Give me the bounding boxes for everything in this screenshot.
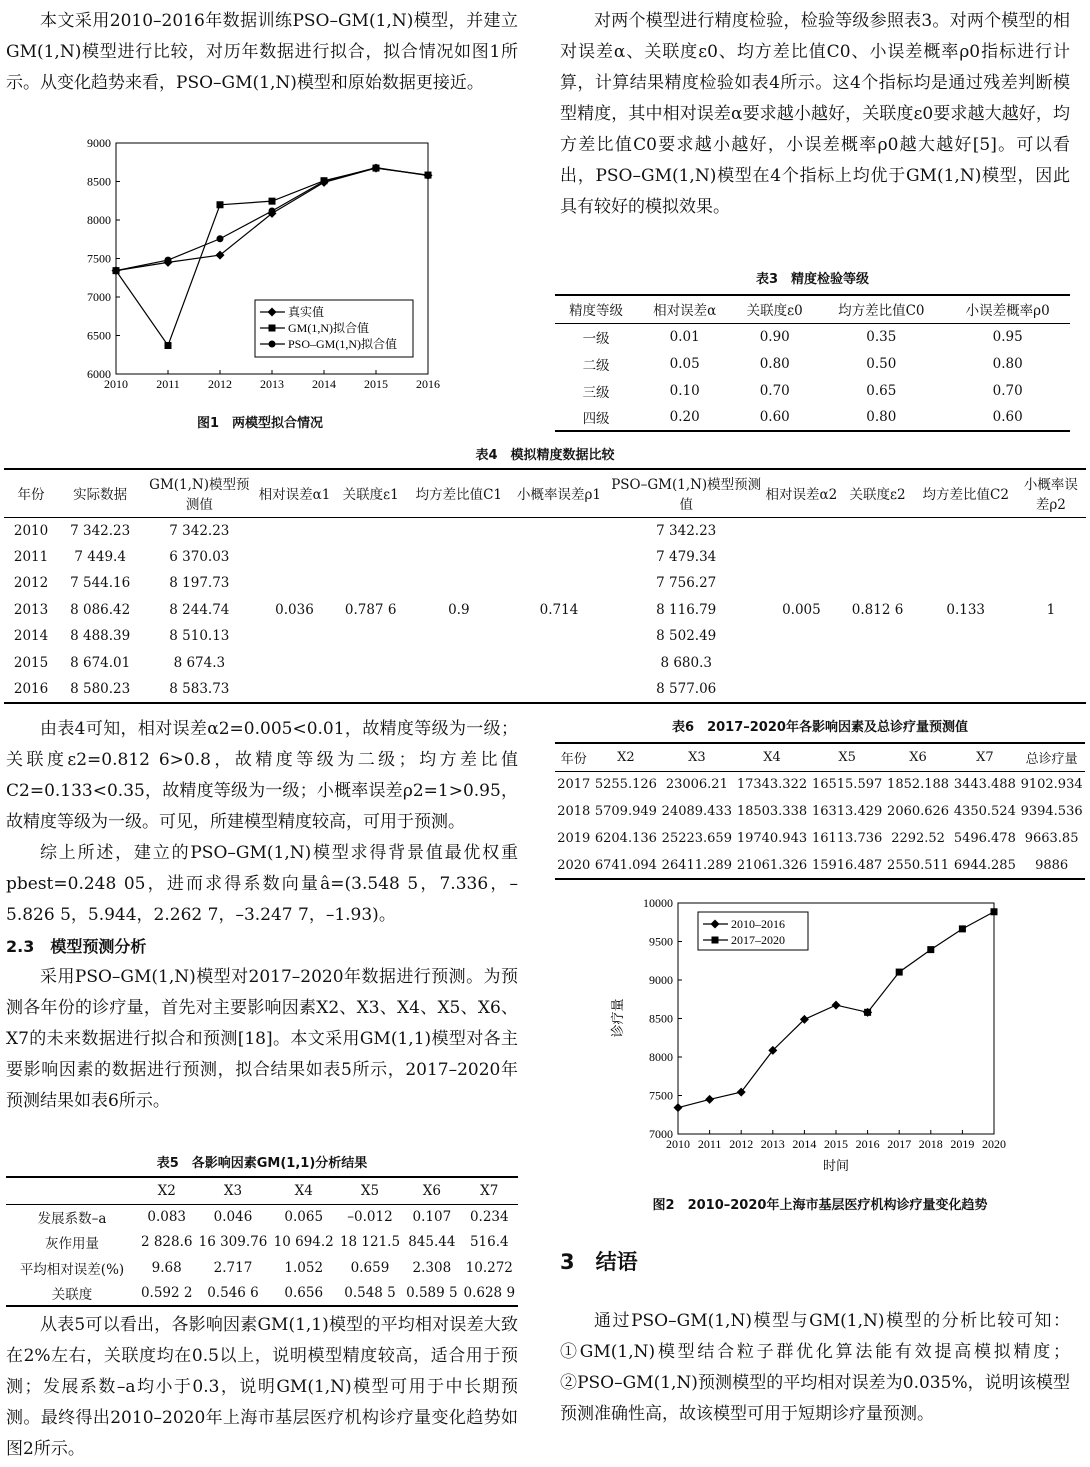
table-header: 均方差比值C1 — [415, 487, 503, 504]
table-cell: 10 694.2 — [273, 1234, 334, 1251]
table-cell: 二级 — [582, 357, 610, 374]
table-cell: 9394.536 — [1020, 804, 1083, 819]
x-tick-label: 2010 — [104, 377, 128, 391]
table-row — [6, 1281, 518, 1307]
figure1-caption: 图1 两模型拟合情况 — [196, 416, 324, 431]
table-cell: 7 342.23 — [656, 522, 717, 539]
table-cell: 8 116.79 — [656, 601, 717, 618]
y-tick-label: 8500 — [649, 1011, 673, 1026]
y-tick-label: 9500 — [649, 934, 673, 949]
table-header: 相对误差α2 — [765, 487, 838, 504]
table-cell: 5709.949 — [594, 804, 657, 819]
table-cell: 845.44 — [408, 1234, 456, 1251]
table-cell: 2.308 — [412, 1259, 452, 1276]
paragraph-text: 采用PSO–GM(1,N)模型对2017–2020年数据进行预测。为预测各年份的诊疗量，首先对主要影响因素X2、X3、X4、X5、X6、X7的未来数据进行拟合和预测[18]。本文采用GM(1,1)模型对各主要影响因素的数据进行预测，拟合结果如表5所示，2017–2020年预测结果如表6所示。 — [6, 967, 518, 1111]
table-cell: 灰作用量 — [45, 1236, 99, 1253]
table-cell: 0.133 — [946, 601, 986, 618]
table-cell: 9663.85 — [1024, 831, 1079, 846]
table-header: X3 — [688, 749, 706, 765]
paragraph-text: 由表4可知，相对误差α2=0.005<0.01，故精度等级为一级；关联度ε2=0.812 6>0.8，故精度等级为二级；均方差比值C2=0.133<0.35，故精度等级为一级；小概率误差ρ2=1>0.95，故精度等级为一级。可见，所建模型精度较高，可用于预测。 — [6, 719, 518, 832]
table-cell: 0.35 — [866, 328, 897, 345]
x-tick-label: 2016 — [855, 1137, 880, 1151]
table-cell: 0.20 — [669, 409, 700, 425]
table-header: 关联度ε0 — [746, 303, 803, 320]
table-cell: 9886 — [1035, 857, 1069, 873]
table-cell: 0.90 — [759, 328, 790, 345]
table-cell: 0.628 9 — [463, 1284, 516, 1301]
table-cell: 2012 — [13, 575, 49, 592]
series-line — [116, 168, 428, 271]
y-tick-label: 7000 — [87, 290, 111, 304]
table-cell: 2018 — [557, 804, 591, 819]
table6-caption: 表6 2017–2020年各影响因素及总诊疗量预测值 — [672, 720, 968, 735]
table-cell: 0.80 — [992, 355, 1023, 372]
y-tick-label: 7000 — [649, 1127, 673, 1141]
table-header: X6 — [909, 749, 927, 765]
table-cell: 18 121.5 — [339, 1234, 401, 1251]
y-tick-label: 8000 — [649, 1050, 673, 1064]
data-point — [165, 342, 172, 349]
x-tick-label: 2018 — [918, 1137, 943, 1151]
table-cell: 0.95 — [992, 328, 1023, 345]
table-cell: 发展系数–a — [37, 1211, 107, 1227]
table-cell: 2020 — [557, 857, 591, 873]
table-cell: 15916.487 — [811, 857, 883, 873]
table-header: 实际数据 — [73, 487, 128, 504]
table-cell: 18503.338 — [736, 804, 808, 819]
legend-label: PSO–GM(1,N)拟合值 — [288, 337, 398, 351]
table-cell: 0.05 — [669, 355, 700, 372]
data-point — [832, 1001, 841, 1010]
table-cell: 0.083 — [147, 1209, 187, 1225]
table4-caption: 表4 模拟精度数据比较 — [475, 448, 615, 463]
data-point — [927, 946, 934, 953]
table-header: 小概率误差ρ2 — [1023, 477, 1078, 514]
table-cell: 8 510.13 — [169, 628, 230, 645]
x-tick-label: 2014 — [312, 377, 336, 391]
table-cell: 2550.511 — [887, 857, 950, 873]
table-cell: 2 828.6 — [140, 1234, 193, 1251]
data-point — [896, 969, 903, 976]
section3-paragraph — [560, 1306, 1070, 1430]
table-cell: 16313.429 — [811, 804, 883, 819]
table5-caption: 表5 各影响因素GM(1,1)分析结果 — [156, 1156, 368, 1171]
table-cell: 四级 — [582, 411, 610, 427]
table-cell: 0.659 — [350, 1259, 390, 1276]
x-tick-label: 2013 — [260, 377, 284, 391]
x-tick-label: 2015 — [364, 377, 388, 391]
data-point — [269, 198, 276, 205]
data-point — [705, 1095, 714, 1104]
table-cell: 23006.21 — [665, 777, 728, 793]
table-row — [6, 1255, 518, 1281]
table-cell: 一级 — [582, 330, 610, 347]
figure1-chart — [60, 132, 460, 402]
table4 — [4, 468, 1086, 704]
table-header: 年份 — [17, 487, 45, 504]
table-cell: 2.717 — [213, 1259, 253, 1276]
data-point — [864, 1009, 871, 1016]
table5 — [6, 1176, 518, 1307]
section3-heading: 3 结语 — [560, 1250, 638, 1274]
table-header: 小概率误差ρ1 — [516, 487, 601, 504]
x-tick-label: 2011 — [697, 1137, 722, 1151]
table-cell: 25223.659 — [661, 831, 732, 846]
table-cell: 8 674.01 — [70, 654, 131, 671]
table-header: X4 — [763, 749, 781, 765]
table-header: 年份 — [560, 751, 587, 767]
data-point — [217, 201, 224, 208]
table-row — [555, 350, 1070, 377]
table-cell: 0.107 — [412, 1209, 452, 1225]
y-tick-label: 9000 — [649, 973, 673, 987]
y-tick-label: 7500 — [87, 251, 111, 266]
table-cell: 24089.433 — [661, 804, 732, 819]
x-tick-label: 2012 — [729, 1137, 754, 1151]
table-cell: 0.787 6 — [344, 601, 397, 618]
table-cell: 26411.289 — [661, 857, 732, 873]
table-cell: 8 502.49 — [656, 628, 717, 645]
data-point — [269, 325, 276, 332]
table-cell: 2060.626 — [887, 804, 950, 819]
data-point — [321, 178, 328, 185]
accuracy-paragraph — [560, 6, 1070, 223]
table-cell: 4350.524 — [953, 804, 1016, 819]
y-tick-label: 6000 — [87, 367, 111, 381]
series-line — [678, 1005, 868, 1108]
data-point — [959, 925, 966, 932]
x-tick-label: 2011 — [156, 377, 180, 391]
series-line — [868, 912, 994, 1013]
table-header: 总诊疗量 — [1025, 751, 1078, 767]
table-header: 相对误差α1 — [258, 487, 331, 504]
table-row — [555, 377, 1070, 404]
table-header: 精度等级 — [569, 303, 624, 320]
table-header: 均方差比值C0 — [838, 303, 925, 320]
table-cell: 0.046 — [213, 1209, 253, 1225]
table-header — [6, 1177, 138, 1204]
table-cell: 0.036 — [275, 601, 314, 618]
x-axis-label: 时间 — [822, 1158, 850, 1173]
table-cell: 7 544.16 — [70, 575, 131, 592]
table-header: X2 — [617, 749, 635, 765]
table-cell: 三级 — [582, 384, 610, 401]
series-line — [116, 168, 428, 271]
table-cell: 8 580.23 — [70, 680, 131, 697]
table-header: PSO–GM(1,N)模型预测值 — [611, 477, 762, 514]
table-header: 均方差比值C2 — [922, 487, 1009, 504]
table-row — [6, 1230, 518, 1256]
table-cell: 2014 — [13, 628, 49, 645]
table-cell: 5496.478 — [953, 831, 1016, 846]
table-cell: 16113.736 — [811, 831, 883, 846]
table-cell: 516.4 — [469, 1234, 509, 1251]
table-header: X5 — [360, 1182, 380, 1199]
table-cell: 17343.322 — [736, 777, 808, 793]
table-cell: 2017 — [557, 777, 591, 793]
table-header: X5 — [838, 749, 856, 765]
conclusion-analysis-paragraph — [6, 1310, 518, 1465]
table-cell: 0.60 — [759, 409, 790, 425]
table-cell: 2010 — [13, 522, 49, 539]
data-point — [113, 267, 120, 274]
table-cell: 2292.52 — [891, 831, 945, 846]
analysis-text — [6, 714, 518, 1117]
table-row — [555, 825, 1085, 852]
table-cell: 1 — [1046, 601, 1056, 618]
table-cell: 0.656 — [284, 1284, 324, 1301]
table-cell: 7 479.34 — [656, 548, 717, 565]
table-cell: 7 449.4 — [74, 548, 126, 565]
table-cell: 0.80 — [866, 409, 897, 425]
table3-caption: 表3 精度检验等级 — [755, 272, 870, 287]
figure2-chart — [600, 892, 1020, 1182]
table-row — [555, 852, 1085, 879]
table-cell: –0.012 — [347, 1209, 393, 1225]
table-cell: 5255.126 — [594, 777, 657, 793]
y-tick-label: 10000 — [643, 896, 673, 910]
table-cell: 0.50 — [866, 355, 897, 372]
paragraph-text: 通过PSO–GM(1,N)模型与GM(1,N)模型的分析比较可知：①GM(1,N)模型结合粒子群优化算法能有效提高模拟精度；②PSO–GM(1,N)预测模型的平均相对误差为0.035%，说明该模型预测准确性高，故该模型可用于短期诊疗量预测。 — [560, 1311, 1070, 1424]
table-cell: 2011 — [13, 548, 49, 565]
legend-label: 2017–2020 — [731, 933, 785, 947]
table-cell: 6 370.03 — [169, 548, 230, 565]
table-row — [555, 771, 1085, 798]
x-tick-label: 2013 — [760, 1137, 785, 1151]
y-tick-label: 8500 — [87, 174, 111, 189]
table-row — [4, 517, 1086, 544]
x-tick-label: 2012 — [208, 377, 232, 391]
table-header: 关联度ε1 — [342, 487, 399, 504]
table-cell: 7 342.23 — [70, 522, 131, 539]
paragraph-text: 本文采用2010–2016年数据训练PSO–GM(1,N)模型，并建立GM(1,N)模型进行比较，对历年数据进行拟合，拟合情况如图1所示。从变化趋势来看，PSO–GM(1,N)模型和原始数据更接近。 — [6, 11, 518, 93]
table-cell: 0.065 — [284, 1209, 324, 1225]
y-tick-label: 8000 — [87, 213, 111, 227]
x-tick-label: 2019 — [950, 1137, 975, 1151]
table-cell: 0.10 — [669, 382, 700, 399]
table-cell: 3443.488 — [953, 777, 1016, 793]
table-cell: 0.70 — [759, 382, 790, 399]
data-point — [269, 341, 276, 348]
table-cell: 8 577.06 — [656, 680, 717, 697]
table-cell: 9102.934 — [1020, 777, 1083, 793]
table-cell: 2015 — [13, 654, 49, 671]
table-cell: 0.714 — [539, 601, 579, 618]
table-cell: 0.01 — [669, 328, 700, 345]
table-cell: 0.548 5 — [344, 1284, 396, 1301]
table-cell: 9.68 — [151, 1259, 182, 1276]
table-cell: 0.234 — [469, 1209, 509, 1225]
table-header: 关联度ε2 — [849, 487, 906, 504]
data-point — [712, 937, 719, 944]
paragraph-text: 对两个模型进行精度检验，检验等级参照表3。对两个模型的相对误差α、关联度ε0、均方差比值C0、小误差概率ρ0指标进行计算，计算结果精度检验如表4所示。这4个指标均是通过残差判断模型精度，其中相对误差α要求越小越好，关联度ε0要求越大越好，均方差比值C0要求越小越好，小误差概率ρ0越大越好[5]。可以看出，PSO–GM(1,N)模型在4个指标上均优于GM(1,N)模型，因此具有较好的模拟效果。 — [560, 11, 1070, 217]
paragraph-text: 从表5可以看出，各影响因素GM(1,1)模型的平均相对误差大致在2%左右，关联度均在0.5以上，说明模型精度较高，适合用于预测；发展系数–a均小于0.3，说明GM(1,N)模型可用于中长期预测。最终得出2010–2020年上海市基层医疗机构诊疗量变化趋势如图2所示。 — [6, 1315, 518, 1459]
table-cell: 平均相对误差(%) — [19, 1261, 125, 1278]
legend-label: GM(1,N)拟合值 — [288, 321, 369, 335]
section-heading: 2.3 模型预测分析 — [6, 937, 147, 956]
x-tick-label: 2014 — [792, 1137, 817, 1151]
data-point — [165, 257, 172, 264]
y-axis-label: 诊疗量 — [610, 998, 625, 1038]
x-tick-label: 2016 — [416, 377, 440, 391]
data-point — [425, 172, 432, 179]
table-cell: 21061.326 — [736, 857, 808, 873]
x-tick-label: 2017 — [887, 1137, 912, 1151]
table-header: X7 — [480, 1182, 499, 1199]
table-header: X7 — [976, 749, 994, 765]
table-cell: 6204.136 — [594, 831, 657, 846]
table-cell: 16 309.76 — [198, 1234, 268, 1251]
table-header: X3 — [223, 1182, 243, 1199]
table-header: GM(1,N)模型预测值 — [149, 477, 250, 514]
table-header: X2 — [157, 1182, 176, 1199]
table-cell: 8 583.73 — [169, 680, 230, 697]
x-tick-label: 2010 — [666, 1137, 690, 1151]
legend-label: 2010–2016 — [731, 917, 785, 931]
table-cell: 7 342.23 — [169, 522, 230, 539]
table-header: X4 — [294, 1182, 313, 1199]
data-point — [217, 235, 224, 242]
table-cell: 2016 — [13, 680, 49, 697]
table-header: 相对误差α — [653, 303, 717, 320]
table-row — [555, 404, 1070, 431]
y-tick-label: 6500 — [87, 328, 111, 343]
table-cell: 10.272 — [465, 1259, 513, 1276]
table-cell: 关联度 — [51, 1286, 93, 1303]
data-point — [373, 164, 380, 171]
y-tick-label: 7500 — [649, 1088, 673, 1103]
table-row — [555, 798, 1085, 825]
table-cell: 0.80 — [759, 355, 790, 372]
data-point — [269, 208, 276, 215]
table-cell: 8 244.74 — [169, 601, 230, 618]
table-row — [555, 323, 1070, 350]
table-cell: 8 674.3 — [173, 654, 226, 671]
table-cell: 0.546 6 — [207, 1284, 259, 1301]
table-cell: 0.65 — [866, 382, 897, 399]
table-cell: 7 756.27 — [656, 575, 717, 592]
intro-paragraph — [6, 6, 518, 99]
table-cell: 6741.094 — [594, 857, 657, 873]
table-cell: 2019 — [557, 831, 591, 846]
table-row — [6, 1204, 518, 1230]
table-cell: 16515.597 — [811, 777, 883, 793]
figure2-caption: 图2 2010–2020年上海市基层医疗机构诊疗量变化趋势 — [652, 1198, 988, 1213]
table-cell: 0.005 — [782, 601, 821, 618]
x-tick-label: 2020 — [982, 1137, 1006, 1151]
table-cell: 1852.188 — [887, 777, 950, 793]
table3 — [555, 294, 1070, 432]
table-cell: 2013 — [13, 601, 49, 618]
table-header: X6 — [422, 1182, 441, 1199]
data-point — [991, 908, 998, 915]
table-cell: 8 680.3 — [660, 654, 712, 671]
paragraph-text: 综上所述，建立的PSO–GM(1,N)模型求得背景值最优权重pbest=0.248 05，进而求得系数向量â=(3.548 5，7.336，–5.826 5，5.944，2.262 7，–3.247 7，–1.93)。 — [6, 843, 518, 925]
legend-label: 真实值 — [288, 305, 325, 319]
table-header: 小误差概率ρ0 — [965, 303, 1050, 320]
data-point — [737, 1088, 746, 1097]
table6 — [555, 742, 1085, 880]
table-cell: 8 197.73 — [169, 575, 230, 592]
table-cell: 8 086.42 — [70, 601, 131, 618]
table-cell: 0.589 5 — [406, 1284, 458, 1301]
table-cell: 0.9 — [448, 601, 470, 618]
table-cell: 6944.285 — [953, 857, 1016, 873]
table-cell: 1.052 — [284, 1259, 324, 1276]
table-cell: 19740.943 — [736, 831, 808, 846]
data-point — [674, 1103, 683, 1112]
table-cell: 0.60 — [992, 409, 1023, 425]
table-cell: 8 488.39 — [70, 628, 131, 645]
y-tick-label: 9000 — [87, 136, 111, 150]
table-cell: 0.70 — [992, 382, 1023, 399]
table-cell: 0.592 2 — [140, 1284, 193, 1301]
table-cell: 0.812 6 — [851, 601, 904, 618]
x-tick-label: 2015 — [824, 1137, 848, 1151]
